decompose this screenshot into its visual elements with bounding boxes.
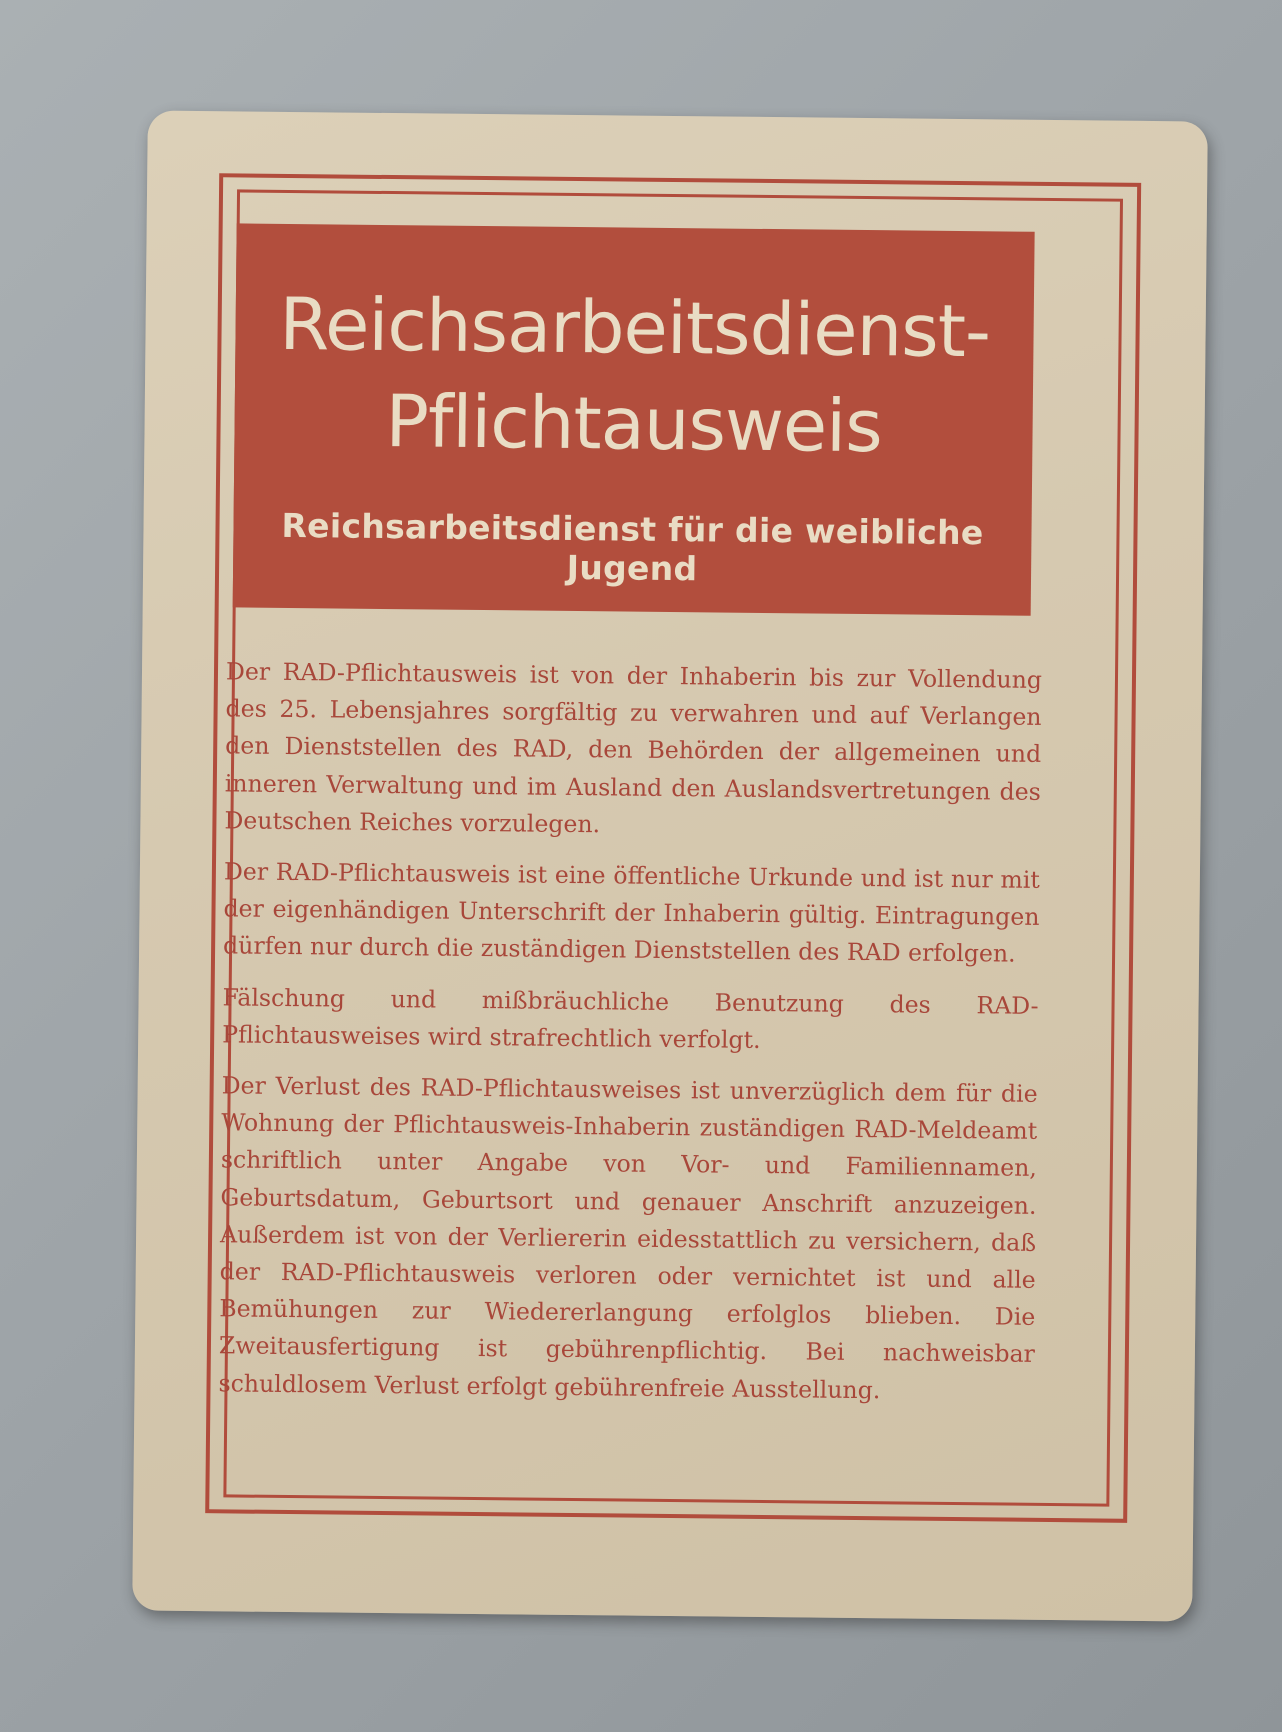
paragraph-custody: Der RAD-Pflichtausweis ist von der Inhaberin bis zur Vollendung des 25. Lebensjahres sorgfältig zu verwahren und auf Verlangen den Dienststellen des RAD, den Behörden der allgemeinen und inneren Verwaltung und im Ausland den Auslandsvertretungen des Deutschen Reiches vorzulegen.	[224, 657, 1043, 839]
paragraph-loss: Der Verlust des RAD-Pflichtausweises ist unverzüglich dem für die Wohnung der Pflichtausweis-Inhaberin zuständigen RAD-Meldeamt schriftlich unter Angabe von Vor- und Familiennamen, Geburtsdatum, Geburtsort und genauer Anschrift anzuzeigen. Außerdem ist von der Verliererin eidesstattlich zu versichern, daß der RAD-Pflichtausweis verloren oder vernichtet ist und alle Bemühungen zur Wiedererlangung erfolglos blieben. Die Zweitausfertigung ist gebührenpflichtig. Bei nachweisbar schuldlosem Verlust erfolgt gebührenfreie Ausstellung.	[218, 1071, 1038, 1404]
id-card	[132, 110, 1208, 1621]
document-title-line-1: Reichsarbeitsdienst-	[278, 281, 991, 374]
document-subtitle: Reichsarbeitsdienst für die weibliche Jugend	[281, 505, 984, 589]
paragraph-forgery: Fälschung und mißbräuchliche Benutzung des RAD-Pflichtausweises wird strafrechtlich verfolgt.	[222, 982, 1039, 1054]
paragraph-validity: Der RAD-Pflichtausweis ist eine öffentliche Urkunde und ist nur mit der eigenhändigen Unterschrift der Inhaberin gültig. Eintragungen dürfen nur durch die zuständigen Dienststellen des RAD erfolgen.	[222, 857, 1041, 969]
title-banner	[233, 223, 1035, 615]
document-title-line-2: Pflichtausweis	[385, 378, 883, 469]
instructions-text	[218, 653, 1042, 1424]
